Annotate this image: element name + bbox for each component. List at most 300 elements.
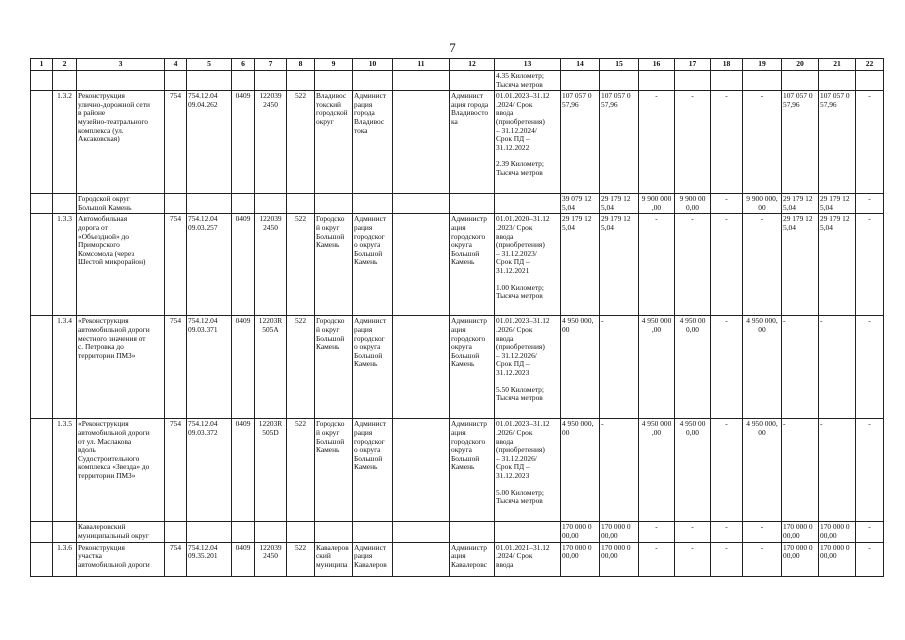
cell-text: 122039 2450 [259,91,282,109]
cell-text: Админист ация города Владивосто ка [451,91,489,126]
table-cell [353,419,393,522]
cell-text: 4 950 000, 00 [562,316,594,334]
cell-text: - [725,91,728,101]
table-cell [743,214,782,316]
table-cell [393,316,450,419]
table-cell [819,214,856,316]
table-cell [561,71,600,91]
table-cell [165,194,187,214]
cell-text: 01.01.2020–31.12 .2023/ Срок ввода (приобретения) – 31.12.2023/ Срок ПД – 31.12.2021 [496,214,550,275]
table-cell [495,214,561,316]
cell-text: 754.12.04 09.03.371 [188,316,218,334]
cell-text: Городской округ Большой Камень [78,194,132,212]
cell-text: 0409 [235,419,251,429]
col-header: 20 [782,59,819,71]
table-cell [315,316,353,419]
col-header: 7 [255,59,287,71]
table-cell [819,194,856,214]
table-cell [287,542,315,576]
cell-text: 0409 [235,91,251,101]
cell-text: - [601,419,604,429]
table-cell [639,419,675,522]
table-cell [561,542,600,576]
table-cell [255,71,287,91]
table-cell [31,522,53,542]
table-cell [856,194,884,214]
cell-text: Городско й округ Большой Камень [316,316,345,352]
cell-text: - [868,194,871,204]
table-cell [232,214,255,316]
table-cell [232,419,255,522]
cell-text: - [868,214,871,224]
table-cell [287,91,315,194]
table-cell [711,419,743,522]
table-cell [287,71,315,91]
table-cell [77,522,165,542]
cell-text: 107 057 0 57,96 [783,91,813,109]
cell-text: - [655,91,658,101]
table-cell [639,194,675,214]
table-cell [232,542,255,576]
table-cell [232,194,255,214]
table-cell [600,71,639,91]
col-header: 8 [287,59,315,71]
col-header: 16 [639,59,675,71]
table-cell [782,214,819,316]
table-cell [77,91,165,194]
table-cell [600,316,639,419]
table-cell [77,71,165,91]
table-cell [600,214,639,316]
table-cell [53,542,77,576]
table-cell [450,316,495,419]
col-header: 5 [187,59,232,71]
table-cell [53,316,77,419]
cell-text: Реконструкция участка автомобильной дороги [78,542,150,569]
table-cell [743,194,782,214]
table-cell [743,542,782,576]
table-row [31,542,884,576]
table-cell [393,542,450,576]
col-header: 21 [819,59,856,71]
table-cell [255,419,287,522]
table-cell [600,194,639,214]
table-cell [187,316,232,419]
table-cell [743,419,782,522]
table-cell [393,214,450,316]
table-cell [393,419,450,522]
table-cell [255,316,287,419]
cell-text: Автомобильная дорога от «Объездной» до Приморского Комсомола (через Шестой микрорайон) [78,214,146,267]
table-cell [639,542,675,576]
header-row [31,59,884,71]
table-cell [353,542,393,576]
cell-text: - [820,316,823,326]
table-cell [393,91,450,194]
col-header: 22 [856,59,884,71]
table-cell [53,214,77,316]
table-cell [819,71,856,91]
table-cell [711,542,743,576]
table-cell [782,419,819,522]
cell-text: - [868,316,871,326]
table-cell [819,419,856,522]
cell-text: 29 179 12 5,04 [820,214,850,232]
table-cell [675,194,711,214]
cell-text: Администр ация Кавалеровс [451,542,487,569]
table-cell [711,91,743,194]
cell-text: 170 000 0 00,00 [820,522,850,540]
table-cell [856,419,884,522]
cell-text: - [868,91,871,101]
table-cell [165,214,187,316]
cell-text: 12203R 505A [258,316,283,334]
table-cell [353,194,393,214]
table-cell [187,522,232,542]
table-cell [255,91,287,194]
table-cell [600,419,639,522]
table-cell [53,194,77,214]
table-cell [675,542,711,576]
cell-text: Владивос токский городской округ [316,91,348,126]
table-cell [53,522,77,542]
table-cell [819,91,856,194]
cell-text: 107 057 0 57,96 [820,91,850,109]
cell-text: 754.12.04 09.03.257 [188,214,218,232]
table-cell [639,316,675,419]
cell-text: 1.00 Километр; Тысяча метров [496,282,544,301]
cell-text: 754 [169,542,182,552]
table-cell [353,91,393,194]
cell-text: 5.00 Километр; Тысяча метров [496,487,544,506]
table-cell [675,71,711,91]
table-cell [675,91,711,194]
table-cell [53,419,77,522]
table-cell [675,419,711,522]
table-cell [711,194,743,214]
cell-text: 5.50 Километр; Тысяча метров [496,384,544,403]
table-cell [561,214,600,316]
table-row [31,316,884,419]
table-cell [31,214,53,316]
table-cell [711,71,743,91]
cell-text: 1.3.5 [57,419,72,429]
cell-text: Городско й округ Большой Камень [316,214,345,250]
table-cell [353,522,393,542]
table-cell [675,522,711,542]
cell-text: 170 000 0 00,00 [601,542,631,561]
cell-text: «Реконструкция автомобильной дороги местного значения от с. Петровка до территории ПМЗ» [78,316,150,360]
table-cell [232,71,255,91]
col-header: 3 [77,59,165,71]
cell-text: 522 [294,316,307,326]
table-row [31,91,884,194]
cell-text: 01.01.2023–31.12 .2026/ Срок ввода (приобретения) – 31.12.2026/ Срок ПД – 31.12.2023 [496,316,550,377]
table-row [31,419,884,522]
table-cell [255,522,287,542]
col-header: 6 [232,59,255,71]
cell-text: 9 900 00 0,00 [679,194,706,212]
cell-text: Админист рация Кавалеров [354,542,387,569]
table-cell [187,194,232,214]
table-cell [782,316,819,419]
cell-text: - [868,419,871,429]
cell-text: Админист рация города Владивос тока [354,91,387,135]
cell-text: - [655,542,658,552]
table-cell [77,542,165,576]
table-cell [495,91,561,194]
cell-text: 4 950 000, 00 [562,419,594,437]
table-cell [561,91,600,194]
cell-text: 4 950 00 0,00 [679,316,706,334]
col-header: 1 [31,59,53,71]
cell-text: 29 179 12 5,04 [820,194,850,212]
table-cell [639,71,675,91]
table-cell [315,71,353,91]
cell-text: - [760,91,764,101]
table-cell [77,214,165,316]
cell-text: 170 000 0 00,00 [562,522,592,540]
col-header: 14 [561,59,600,71]
table-cell [315,214,353,316]
cell-text: Реконструкция улично-дорожной сети в районе музейно-театрального комплекса (ул. Аксаковская) [78,91,150,144]
col-header: 17 [675,59,711,71]
table-cell [450,542,495,576]
table-cell [315,194,353,214]
cell-text: 754.12.04 09.35.201 [188,542,218,561]
col-header: 19 [743,59,782,71]
cell-text: Городско й округ Большой Камень [316,419,345,455]
table-cell [287,419,315,522]
cell-text: 9 900 000 ,00 [641,194,672,212]
col-header: 12 [450,59,495,71]
table-cell [187,542,232,576]
cell-text: - [725,214,728,224]
table-cell [255,542,287,576]
cell-text: Кавалеровский муниципальный округ [78,522,149,540]
table-cell [393,522,450,542]
cell-text: 29 179 12 5,04 [562,214,592,232]
cell-text: 29 179 12 5,04 [783,214,813,232]
table-cell [711,214,743,316]
cell-text: 522 [294,419,307,429]
table-cell [353,316,393,419]
table-row [31,194,884,214]
cell-text: - [820,419,823,429]
table-cell [315,542,353,576]
table-cell [450,522,495,542]
cell-text: 4 950 00 0,00 [679,419,706,437]
table-row [31,214,884,316]
cell-text: - [725,522,728,532]
table-cell [782,71,819,91]
table-cell [450,71,495,91]
table-cell [561,316,600,419]
table-cell [639,91,675,194]
cell-text: 107 057 0 57,96 [601,91,631,109]
cell-text: - [601,316,604,326]
cell-text: Администр ация городского округа Большой Камень [451,214,487,267]
table-cell [187,71,232,91]
table-cell [287,522,315,542]
cell-text: 4 950 000 ,00 [641,419,672,437]
cell-text: 754 [169,316,182,326]
cell-text: - [691,522,694,532]
cell-text: 754.12.04 09.03.372 [188,419,218,437]
table-cell [711,522,743,542]
col-header: 13 [495,59,561,71]
cell-text: 522 [294,214,307,224]
table-cell [353,214,393,316]
cell-text: 0409 [235,316,251,326]
cell-text: 1.3.2 [57,91,72,101]
cell-text: Админист рация городског о округа Большой Камень [354,419,387,472]
cell-text: 107 057 0 57,96 [562,91,592,109]
cell-text: 1.3.4 [57,316,72,326]
cell-text: 29 179 12 5,04 [601,214,631,232]
cell-text: - [760,214,764,224]
table-cell [393,71,450,91]
cell-text: 2.39 Километр; Тысяча метров [496,159,544,177]
table-cell [31,316,53,419]
budget-table [30,58,884,577]
cell-text: 01.01.2023–31.12 .2024/ Срок ввода (приобретения) – 31.12.2024/ Срок ПД – 31.12.2022 [496,91,550,152]
col-header: 18 [711,59,743,71]
cell-text: Администр ация городского округа Большой Камень [451,316,487,369]
cell-text: 122039 2450 [259,542,282,561]
table-cell [561,522,600,542]
table-cell [782,542,819,576]
cell-text: - [725,419,728,429]
table-cell [819,542,856,576]
table-cell [782,522,819,542]
cell-text: Админист рация городског о округа Большой Камень [354,214,387,267]
table-cell [639,522,675,542]
table-cell [187,419,232,522]
cell-text: 754.12.04 09.04.262 [188,91,218,109]
cell-text: 12203R 505D [258,419,283,437]
cell-text: - [783,316,786,326]
table-cell [743,522,782,542]
col-header: 9 [315,59,353,71]
table-cell [393,194,450,214]
table-cell [856,316,884,419]
cell-text: - [725,194,728,204]
table-cell [255,194,287,214]
table-cell [165,522,187,542]
table-cell [450,214,495,316]
cell-text: 4 950 000, 00 [746,419,778,437]
table-row [31,522,884,542]
cell-text: 29 179 12 5,04 [601,194,631,212]
table-cell [495,522,561,542]
table-cell [495,194,561,214]
table-cell [675,316,711,419]
table-cell [639,214,675,316]
cell-text: 754 [169,419,182,429]
table-cell [743,71,782,91]
table-cell [450,419,495,522]
cell-text: - [691,542,694,552]
table-cell [31,71,53,91]
cell-text: 170 000 0 00,00 [562,542,592,561]
table-cell [165,316,187,419]
cell-text: 0409 [235,214,251,224]
table-cell [255,214,287,316]
table-cell [743,91,782,194]
cell-text: 39 079 12 5,04 [562,194,592,212]
table-cell [495,542,561,576]
cell-text: 01.01.2023–31.12 .2026/ Срок ввода (приобретения) – 31.12.2026/ Срок ПД – 31.12.2023 [496,419,550,480]
table-cell [315,91,353,194]
table-cell [232,91,255,194]
cell-text: 9 900 000, 00 [746,194,778,212]
cell-text: - [725,316,728,326]
col-header: 4 [165,59,187,71]
table-cell [495,419,561,522]
table-cell [315,522,353,542]
table-row [31,71,884,91]
table-cell [165,542,187,576]
col-header: 10 [353,59,393,71]
cell-text: - [655,522,658,532]
cell-text: - [691,91,694,101]
table-cell [187,91,232,194]
table-cell [187,214,232,316]
cell-text: 29 179 12 5,04 [783,194,813,212]
table-cell [561,194,600,214]
table-cell [819,316,856,419]
table-cell [711,316,743,419]
table-cell [856,91,884,194]
cell-text: - [725,542,728,552]
table-cell [165,71,187,91]
table-cell [53,71,77,91]
cell-text: 0409 [235,542,251,552]
table-cell [53,91,77,194]
cell-text: - [655,214,658,224]
table-cell [856,522,884,542]
cell-text: - [868,542,871,552]
table-cell [287,214,315,316]
cell-text: - [868,522,871,532]
table-cell [165,91,187,194]
cell-text: 122039 2450 [259,214,282,232]
table-cell [561,419,600,522]
table-cell [819,522,856,542]
cell-text: 170 000 0 00,00 [601,522,631,540]
table-cell [495,71,561,91]
cell-text: - [691,214,694,224]
cell-text: 1.3.3 [57,214,72,224]
cell-text: 754 [169,91,182,101]
table-cell [315,419,353,522]
cell-text: 522 [294,91,307,101]
table-cell [31,194,53,214]
cell-text: 170 000 0 00,00 [820,542,850,561]
cell-text: 4 950 000 ,00 [641,316,672,334]
cell-text: «Реконструкция автомобильной дороги от ул. Маслакова вдоль Судостроительного комплекса «Звезда» до территории ПМЗ» [78,419,150,480]
cell-text: 170 000 0 00,00 [783,522,813,540]
table-cell [232,316,255,419]
table-cell [31,542,53,576]
cell-text: Кавалеров ский муниципа [316,542,349,569]
col-header: 11 [393,59,450,71]
table-cell [856,542,884,576]
cell-text: Администр ация городского округа Большой Камень [451,419,487,472]
table-cell [353,71,393,91]
cell-text: Админист рация городског о округа Большой Камень [354,316,387,369]
